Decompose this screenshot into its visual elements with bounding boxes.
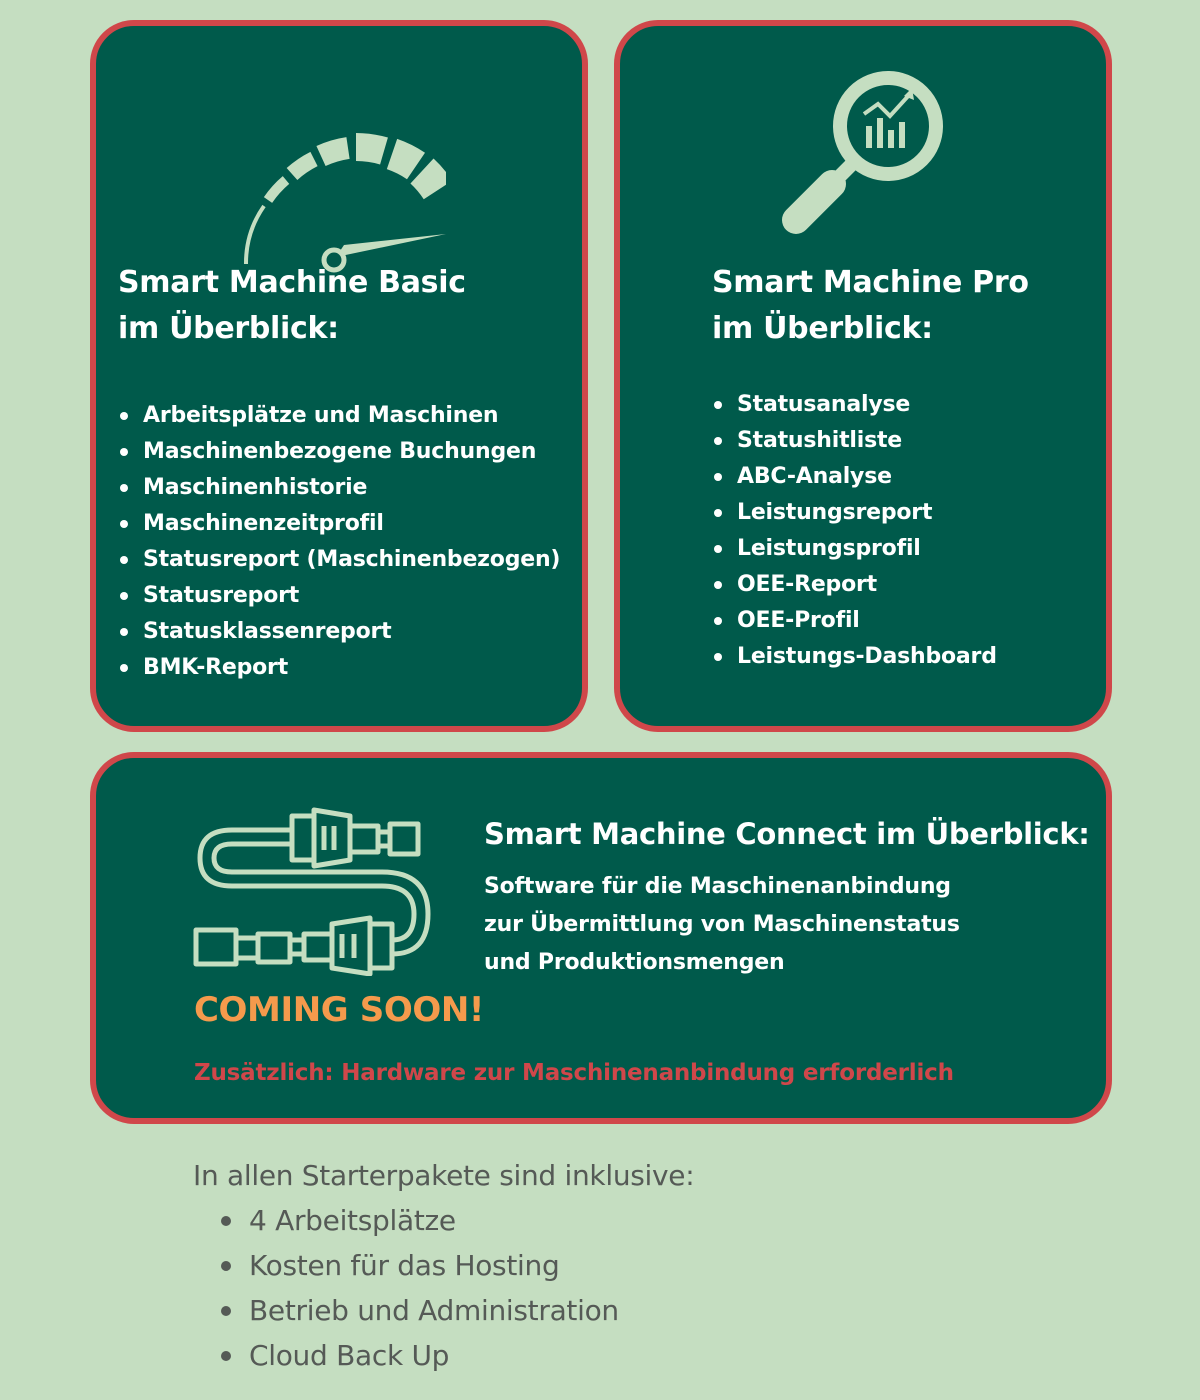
list-item: Maschinenbezogene Buchungen: [118, 434, 560, 470]
pro-title: [712, 260, 1029, 352]
pro-feature-list: [712, 387, 997, 675]
magnifier-chart-icon: [778, 68, 954, 244]
pro-card: [614, 20, 1112, 732]
connect-desc-line: zur Übermittlung von Maschinenstatus: [484, 912, 960, 937]
pro-title-line2: im Überblick:: [712, 311, 933, 346]
basic-feature-list: [118, 398, 560, 686]
list-item: Arbeitsplätze und Maschinen: [118, 398, 560, 434]
pro-title-line1: Smart Machine Pro: [712, 265, 1029, 300]
list-item: Maschinenzeitprofil: [118, 506, 560, 542]
ethernet-cable-icon: [192, 806, 432, 976]
connect-desc-line: Software für die Maschinenanbindung: [484, 874, 951, 899]
list-item: Leistungs-Dashboard: [712, 639, 997, 675]
included-intro: In allen Starterpakete sind inklusive:: [193, 1159, 695, 1192]
list-item: Maschinenhistorie: [118, 470, 560, 506]
basic-card: [90, 20, 588, 732]
list-item: Statushitliste: [712, 423, 997, 459]
basic-title-line1: Smart Machine Basic: [118, 265, 466, 300]
basic-title: [118, 260, 466, 352]
basic-title-line2: im Überblick:: [118, 311, 339, 346]
list-item: Leistungsreport: [712, 495, 997, 531]
connect-card: [90, 752, 1112, 1124]
list-item: Kosten für das Hosting: [193, 1243, 694, 1288]
list-item: Leistungsprofil: [712, 531, 997, 567]
list-item: BMK-Report: [118, 650, 560, 686]
connect-desc-line: und Produktionsmengen: [484, 950, 785, 975]
list-item: 4 Arbeitsplätze: [193, 1198, 694, 1243]
connect-description: [484, 868, 960, 982]
list-item: Betrieb und Administration: [193, 1288, 694, 1333]
speedometer-icon: [236, 116, 446, 276]
list-item: Statusanalyse: [712, 387, 997, 423]
connect-title: Smart Machine Connect im Überblick:: [484, 817, 1090, 851]
list-item: OEE-Report: [712, 567, 997, 603]
list-item: ABC-Analyse: [712, 459, 997, 495]
list-item: Statusklassenreport: [118, 614, 560, 650]
hardware-note: Zusätzlich: Hardware zur Maschinenanbindung erforderlich: [194, 1060, 954, 1086]
list-item: Statusreport (Maschinenbezogen): [118, 542, 560, 578]
included-section: [193, 1154, 694, 1378]
list-item: Cloud Back Up: [193, 1333, 694, 1378]
included-list: [193, 1198, 694, 1378]
coming-soon-label: COMING SOON!: [194, 990, 484, 1030]
list-item: Statusreport: [118, 578, 560, 614]
list-item: OEE-Profil: [712, 603, 997, 639]
